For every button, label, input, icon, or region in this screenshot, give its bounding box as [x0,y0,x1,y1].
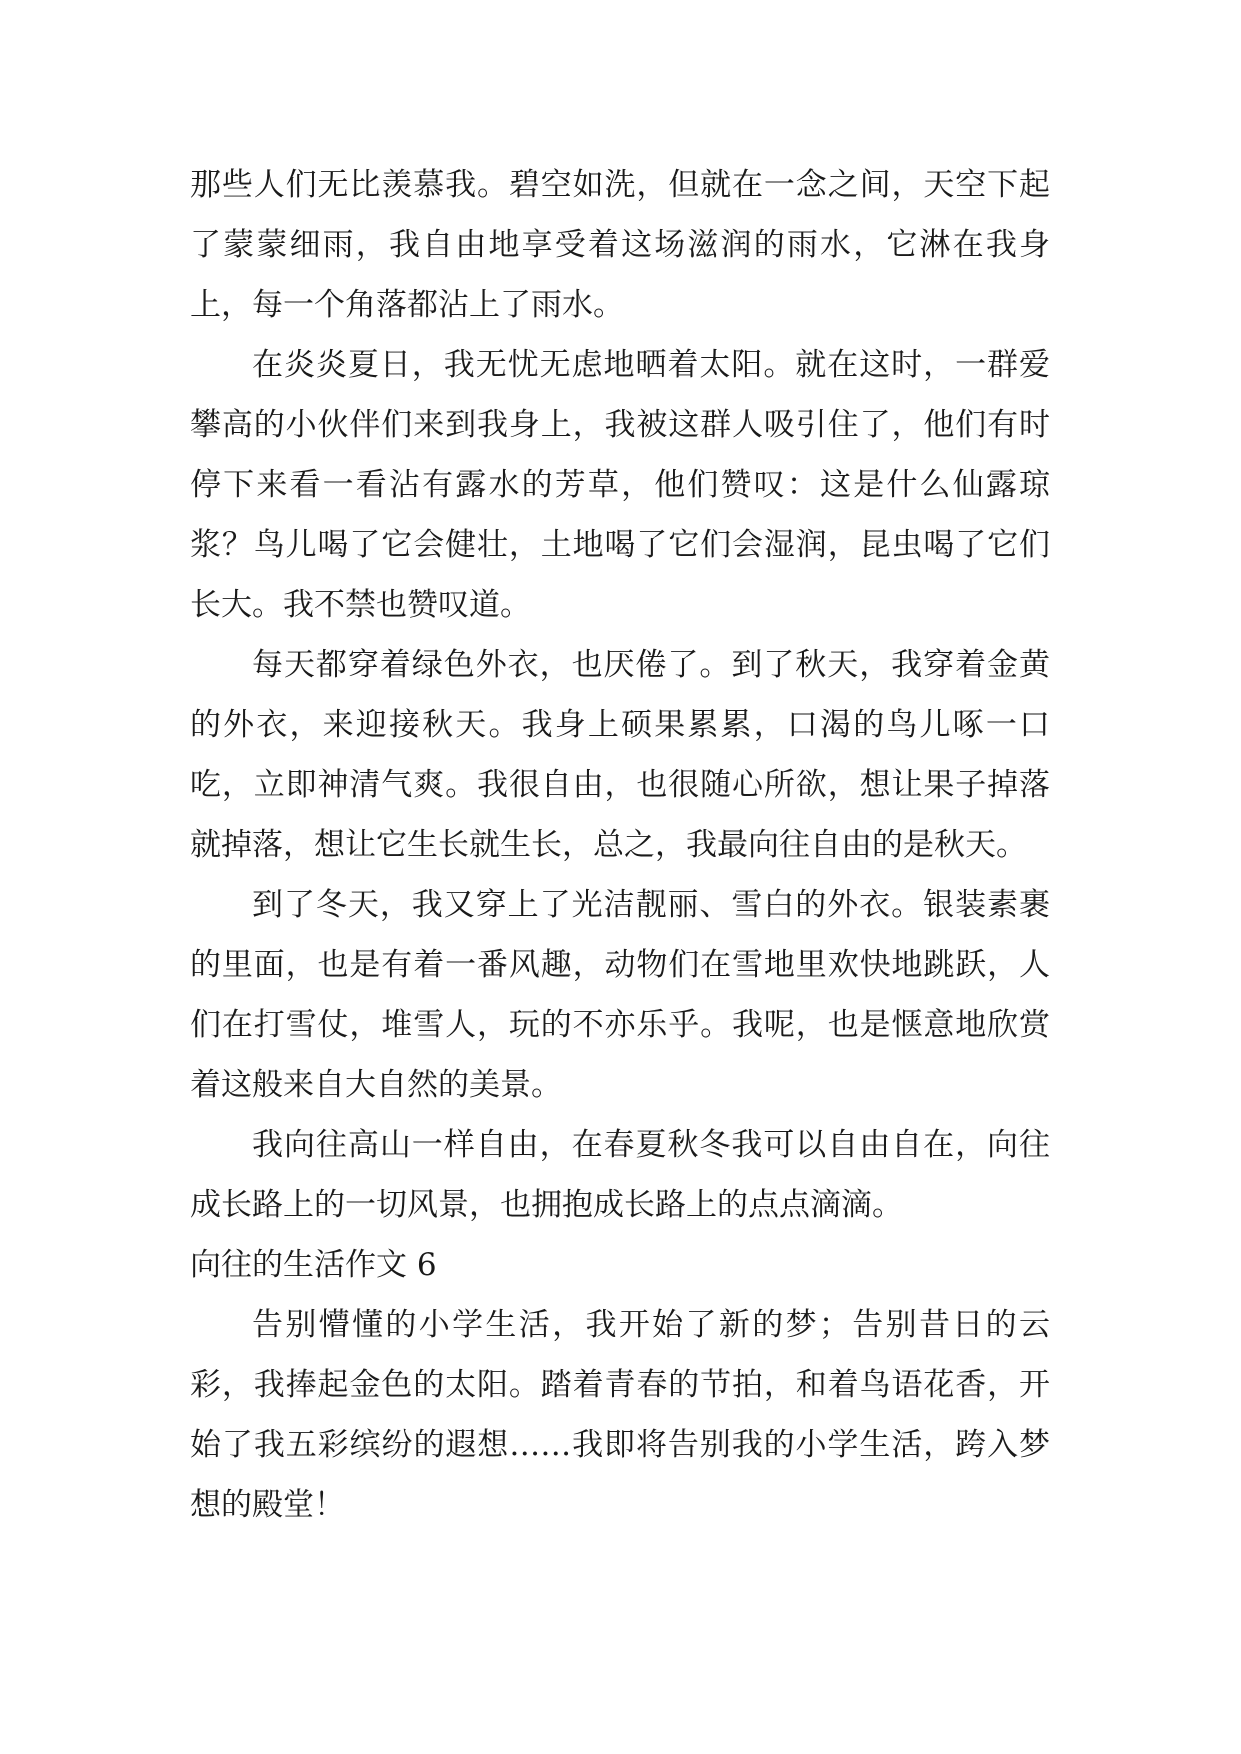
paragraph-winter: 到了冬天，我又穿上了光洁靓丽、雪白的外衣。银装素裹的里面，也是有着一番风趣，动物们在雪地里欢快地跳跃，人们在打雪仗，堆雪人，玩的不亦乐乎。我呢，也是惬意地欣赏着这般来自大自然的美景。 [190,887,1050,1103]
paragraph-summer: 在炎炎夏日，我无忧无虑地晒着太阳。就在这时，一群爱攀高的小伙伴们来到我身上，我被这群人吸引住了，他们有时停下来看一看沾有露水的芳草，他们赞叹：这是什么仙露琼浆？鸟儿喝了它会健壮，土地喝了它们会湿润，昆虫喝了它们长大。我不禁也赞叹道。 [190,347,1050,623]
paragraph-new-essay: 告别懵懂的小学生活，我开始了新的梦；告别昔日的云彩，我捧起金色的太阳。踏着青春的节拍，和着鸟语花香，开始了我五彩缤纷的遐想……我即将告别我的小学生活，跨入梦想的殿堂！ [190,1307,1050,1523]
document-body [190,155,1050,1535]
section-title: 向往的生活作文 6 [190,1247,437,1283]
paragraph-autumn: 每天都穿着绿色外衣，也厌倦了。到了秋天，我穿着金黄的外衣，来迎接秋天。我身上硕果累累，口渴的鸟儿啄一口吃，立即神清气爽。我很自由，也很随心所欲，想让果子掉落就掉落，想让它生长就生长，总之，我最向往自由的是秋天。 [190,647,1050,863]
paragraph-conclusion: 我向往高山一样自由，在春夏秋冬我可以自由自在，向往成长路上的一切风景，也拥抱成长路上的点点滴滴。 [190,1127,1050,1223]
continued-paragraph: 那些人们无比羡慕我。碧空如洗，但就在一念之间，天空下起了蒙蒙细雨，我自由地享受着这场滋润的雨水，它淋在我身上，每一个角落都沾上了雨水。 [190,167,1050,323]
